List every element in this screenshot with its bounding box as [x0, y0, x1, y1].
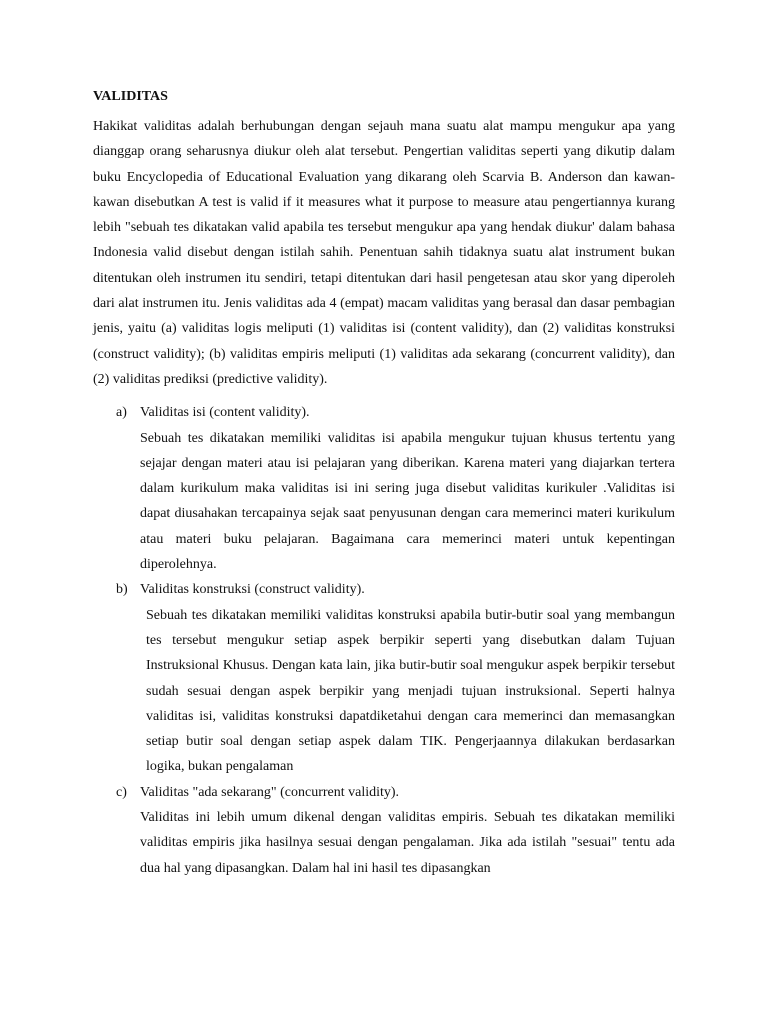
item-heading: Validitas "ada sekarang" (concurrent validity).: [140, 784, 400, 800]
item-heading: Validitas isi (content validity).: [140, 405, 310, 421]
intro-paragraph: Hakikat validitas adalah berhubungan dengan sejauh mana suatu alat mampu mengukur apa yang dianggap orang seharusnya diukur oleh alat tersebut. Pengertian validitas seperti yang dikutip dalam buku Encyclopedia of Educational Evaluation yang dikarang oleh Scarvia B. Anderson dan kawan-kawan disebutkan A test is valid if it measures what it purpose to measure atau pengertiannya kurang lebih "sebuah tes dikatakan valid apabila tes tersebut mengukur apa yang hendak diukur' dalam bahasa Indonesia valid disebut dengan istilah sahih. Penentuan sahih tidaknya suatu alat instrument bukan ditentukan oleh instrumen itu sendiri, tetapi ditentukan dari hasil pengetesan atau skor yang diperoleh dari alat instrumen itu. Jenis validitas ada 4 (empat) macam validitas yang berasal dan dasar pembagian jenis, yaitu (a) validitas logis meliputi (1) validitas isi (content validity), dan (2) validitas konstruksi (construct validity); (b) validitas empiris meliputi (1) validitas ada sekarang (concurrent validity), dan (2) validitas prediksi (predictive validity).: [93, 119, 675, 387]
list-item: [93, 577, 675, 779]
list-item: [93, 780, 675, 881]
list-marker: c): [116, 784, 127, 800]
document-content: [93, 84, 675, 881]
list-marker: a): [116, 405, 127, 421]
document-title: VALIDITAS: [93, 89, 168, 104]
item-heading: Validitas konstruksi (construct validity).: [140, 582, 365, 598]
validity-list: [93, 400, 675, 881]
item-body: Sebuah tes dikatakan memiliki validitas konstruksi apabila butir-butir soal yang membangun tes tersebut mengukur setiap aspek berpikir seperti yang disebutkan dalam Tujuan Instruksional Khusus. Dengan kata lain, jika butir-butir soal mengukur aspek berpikir tersebut sudah sesuai dengan aspek berpikir yang menjadi tujuan instruksional. Seperti halnya validitas isi, validitas konstruksi dapatdiketahui dengan cara memerinci dan memasangkan setiap butir soal dengan setiap aspek dalam TIK. Pengerjaannya dilakukan berdasarkan logika, bukan pengalaman: [146, 607, 675, 775]
item-body: Validitas ini lebih umum dikenal dengan validitas empiris. Sebuah tes dikatakan memiliki validitas empiris jika hasilnya sesuai dengan pengalaman. Jika ada istilah "sesuai" tentu ada dua hal yang dipasangkan. Dalam hal ini hasil tes dipasangkan: [140, 810, 675, 876]
list-marker: b): [116, 582, 128, 598]
item-body: Sebuah tes dikatakan memiliki validitas isi apabila mengukur tujuan khusus tertentu yang sejajar dengan materi atau isi pelajaran yang diberikan. Karena materi yang diajarkan tertera dalam kurikulum maka validitas isi ini sering juga disebut validitas kurikuler .Validitas isi dapat diusahakan tercapainya sejak saat penyusunan dengan cara memerinci materi kurikulum atau materi buku pelajaran. Bagaimana cara memerinci materi untuk kepentingan diperolehnya.: [140, 430, 675, 573]
list-item: [93, 400, 675, 577]
